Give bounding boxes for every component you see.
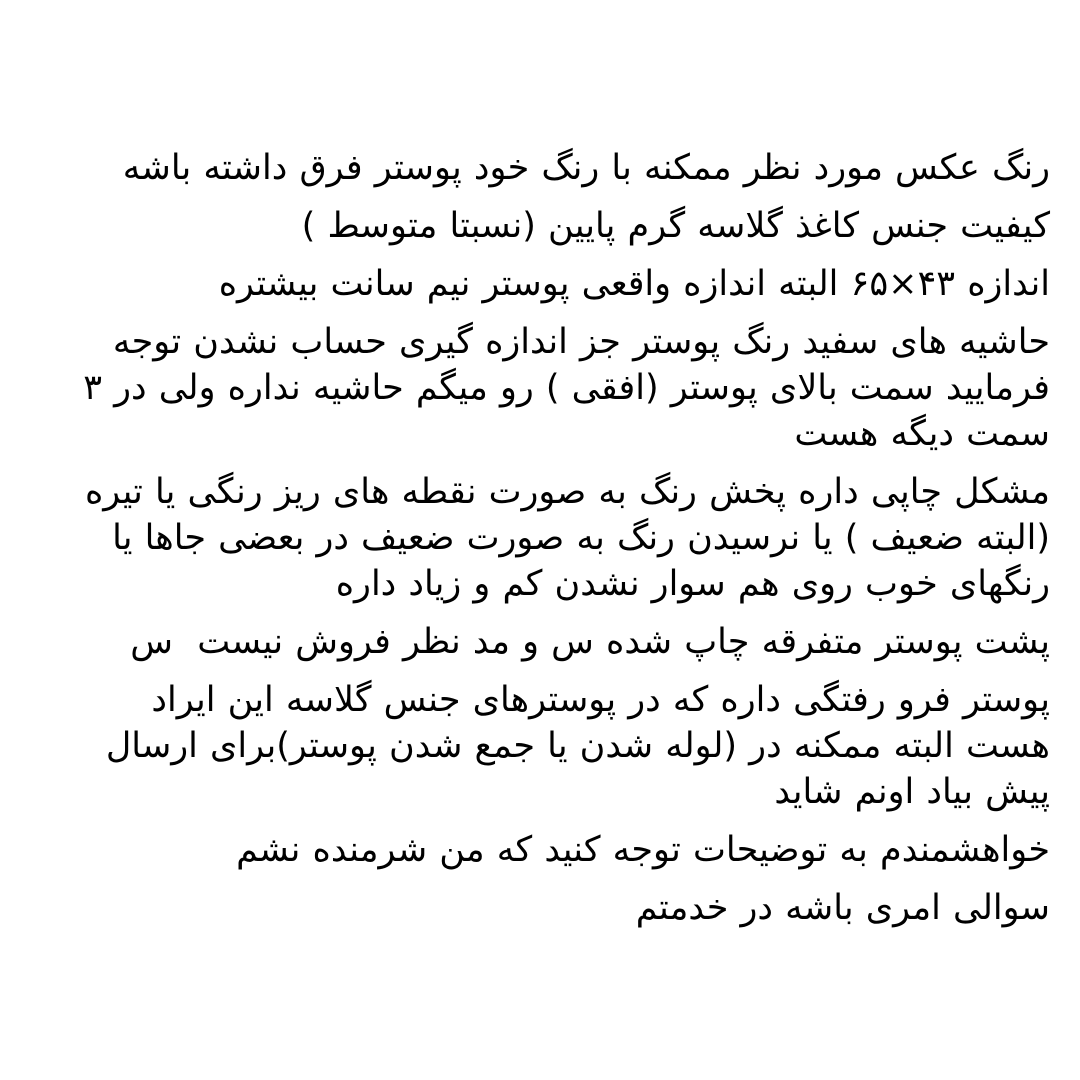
paragraph-9 xyxy=(35,885,1050,931)
text-line: فرمایید سمت بالای پوستر (افقی ) رو میگم حاشیه نداره ولی در ۳ xyxy=(83,368,1050,408)
text-line: رنگ عکس مورد نظر ممکنه با رنگ خود پوستر فرق داشته باشه xyxy=(122,148,1050,188)
paragraph-6 xyxy=(35,619,1050,665)
text-line: حاشیه های سفید رنگ پوستر جز اندازه گیری حساب نشدن توجه xyxy=(112,322,1050,362)
paragraph-2 xyxy=(35,203,1050,249)
text-line: مشکل چاپی داره پخش رنگ به صورت نقطه های ریز رنگی یا تیره xyxy=(84,472,1050,512)
text-line: پوستر فرو رفتگی داره که در پوسترهای جنس گلاسه این ایراد xyxy=(151,680,1050,720)
paragraph-5 xyxy=(35,469,1050,607)
paragraph-1 xyxy=(35,145,1050,191)
text-line: اندازه ۴۳×۶۵ البته اندازه واقعی پوستر نیم سانت بیشتره xyxy=(218,264,1050,304)
paragraph-4 xyxy=(35,319,1050,457)
text-line: پشت پوستر متفرقه چاپ شده س و مد نظر فروش نیست س xyxy=(130,622,1050,662)
text-line: خواهشمندم به توضیحات توجه کنید که من شرمنده نشم xyxy=(236,830,1050,870)
paragraph-3 xyxy=(35,261,1050,307)
paragraph-7 xyxy=(35,677,1050,815)
text-line: هست البته ممکنه در (لوله شدن یا جمع شدن پوستر)برای ارسال xyxy=(105,726,1050,766)
text-line: پیش بیاد اونم شاید xyxy=(774,772,1050,812)
text-line: کیفیت جنس کاغذ گلاسه گرم پایین (نسبتا متوسط ) xyxy=(301,206,1050,246)
text-line: (البته ضعیف ) یا نرسیدن رنگ به صورت ضعیف در بعضی جاها یا xyxy=(112,518,1050,558)
text-line: سمت دیگه هست xyxy=(794,414,1050,454)
text-line: سوالی امری باشه در خدمتم xyxy=(635,888,1050,928)
text-line: رنگهای خوب روی هم سوار نشدن کم و زیاد داره xyxy=(335,564,1050,604)
paragraph-list xyxy=(35,145,1050,931)
paragraph-8 xyxy=(35,827,1050,873)
